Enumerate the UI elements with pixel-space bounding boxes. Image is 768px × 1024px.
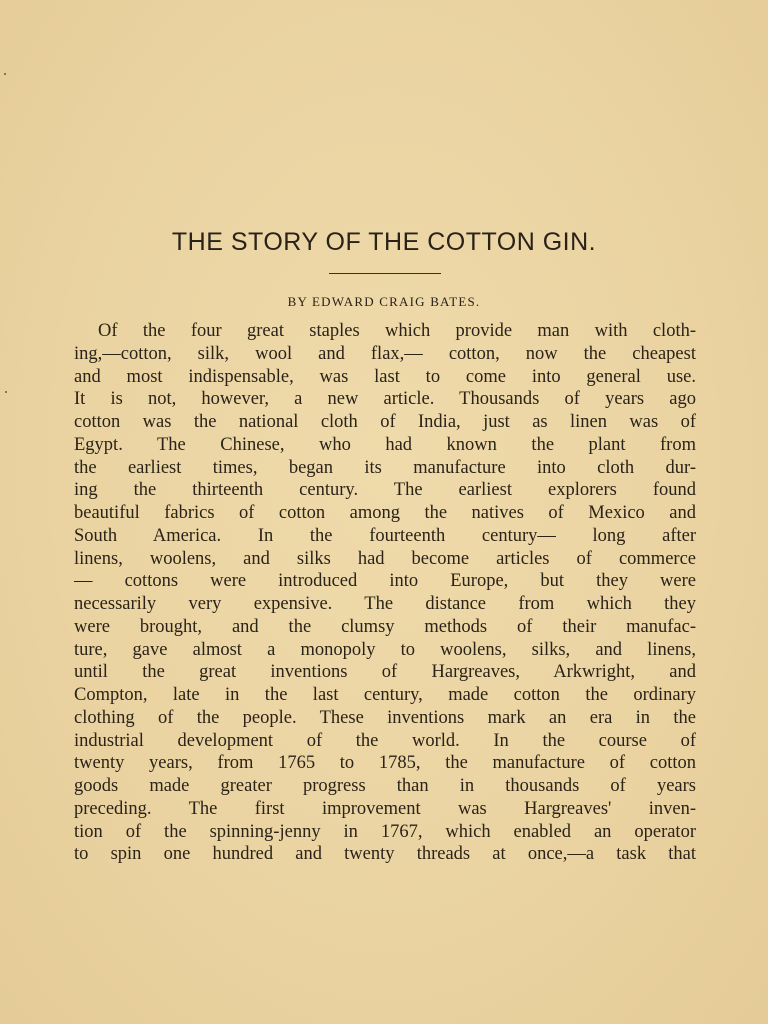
text-line: were brought, and the clumsy methods of their manufac- bbox=[74, 616, 696, 637]
text-line: beautiful fabrics of cotton among the natives of Mexico and bbox=[74, 503, 696, 523]
text-line: — cottons were introduced into Europe, but they were bbox=[74, 571, 696, 592]
text-line: the earliest times, began its manufacture into cloth dur- bbox=[74, 457, 696, 478]
text-line: tion of the spinning-jenny in 1767, which enabled an operator bbox=[74, 821, 696, 842]
article-byline: BY EDWARD CRAIG BATES. bbox=[287, 294, 481, 309]
text-line: clothing of the people. These inventions mark an era in the bbox=[74, 707, 696, 728]
title-divider bbox=[329, 273, 441, 274]
text-line: ing the thirteenth century. The earliest explorers found bbox=[74, 480, 696, 501]
text-line: necessarily very expensive. The distance from which they bbox=[74, 594, 696, 614]
text-line: until the great inventions of Hargreaves, Arkwright, and bbox=[74, 662, 696, 683]
text-line: ture, gave almost a monopoly to woolens, silks, and linens, bbox=[74, 639, 696, 660]
text-line: Compton, late in the last century, made cotton the ordinary bbox=[74, 685, 696, 705]
text-line: ing,—cotton, silk, wool and flax,— cotton, now the cheapest bbox=[74, 343, 696, 364]
text-line: and most indispensable, was last to come into general use. bbox=[74, 366, 696, 387]
article-body bbox=[74, 320, 696, 866]
text-line: Of the four great staples which provide man with cloth- bbox=[98, 321, 696, 341]
text-line: industrial development of the world. In the course of bbox=[74, 730, 696, 751]
text-line: goods made greater progress than in thousands of years bbox=[74, 776, 696, 796]
text-line: cotton was the national cloth of India, just as linen was of bbox=[74, 412, 696, 432]
paper-speck bbox=[4, 73, 6, 75]
text-line: South America. In the fourteenth century— long after bbox=[74, 525, 696, 546]
text-line: Egypt. The Chinese, who had known the plant from bbox=[74, 434, 696, 455]
text-line: twenty years, from 1765 to 1785, the manufacture of cotton bbox=[74, 753, 696, 774]
text-line: to spin one hundred and twenty threads at once,—a task that bbox=[74, 844, 696, 865]
text-line: preceding. The first improvement was Hargreaves' inven- bbox=[74, 798, 696, 819]
text-line: It is not, however, a new article. Thousands of years ago bbox=[74, 389, 696, 410]
paper-speck bbox=[5, 391, 7, 393]
text-line: linens, woolens, and silks had become articles of commerce bbox=[74, 548, 696, 569]
article-title: THE STORY OF THE COTTON GIN. bbox=[171, 228, 597, 256]
